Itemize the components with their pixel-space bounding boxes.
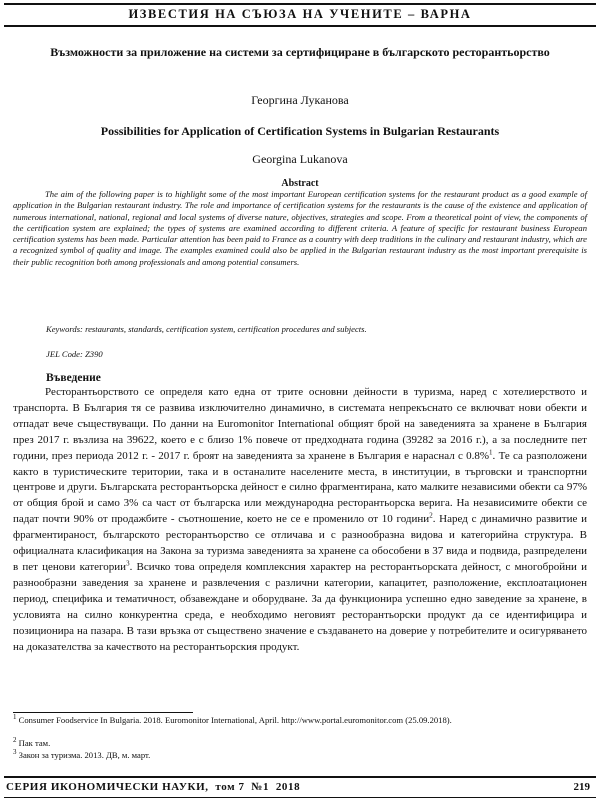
page-number: 219: [573, 781, 590, 793]
paper-title-english: Possibilities for Application of Certification Systems in Bulgarian Restaurants: [100, 124, 500, 138]
introduction-paragraph: [13, 385, 587, 655]
author-name-english: Georgina Lukanova: [252, 152, 348, 166]
header-rule-bottom: [4, 25, 596, 27]
journal-header: ИЗВЕСТИЯ НА СЪЮЗА НА УЧЕНИТЕ – ВАРНА: [128, 7, 472, 21]
footnote-2: [13, 738, 587, 749]
footnote-1-number: 1: [13, 713, 17, 722]
footnote-1: [13, 715, 587, 726]
footnote-2-number: 2: [13, 736, 17, 745]
intro-text-part-2: . Те са разположени както в туристическите територии, така и в останалите населените места, в институции, в търговски и транспортни центрове и други. Българската ресторантьорска дейност е силно фрагментирана, като малките независими обекти са 97% от общия брой и само 3% са част от българска или международна ресторантьорска верига. На независимите обекти се падат почти 90% от продажбите - съотношение, което не се е променило от 10 години: [13, 449, 587, 526]
footnote-3-number: 3: [13, 748, 17, 757]
author-name-bulgarian: Георгина Луканова: [251, 93, 349, 107]
footnote-3-text: Закон за туризма. 2013. ДВ, м. март.: [18, 750, 151, 760]
footnote-1-text: Consumer Foodservice In Bulgaria. 2018. Euromonitor International, April. http://www.portal.euromonitor.com (25.09.2018).: [18, 715, 452, 725]
intro-text-part-4: . Всичко това определя комплексния характер на ресторантьорската дейност, с многобройни и разнообразни заведения за хранене и развлечения с различни категории, капацитет, разположение, експлоатационен период, специфика и тематичност, обзавеждане и оборудване. За да функционира успешно едно заведение за хранене, в условията на силно конкурентна среда, е необходимо неговият ресторантьорски продукт да се идентифицира и позиционира на пазара. В тази връзка от съществено значение е създаването на доверие у потребителите и осигуряването на доказателства за качеството на ресторантьорския продукт.: [13, 560, 587, 653]
introduction-heading: Въведение: [46, 372, 101, 384]
footnote-separator: [13, 712, 193, 713]
jel-code: JEL Code: Z390: [46, 349, 103, 359]
footnote-2-text: Пак там.: [18, 738, 51, 748]
footer-rule-top: [4, 776, 596, 778]
abstract-heading: Abstract: [281, 178, 319, 189]
footer-year: 2018: [275, 781, 301, 793]
footer-series-info: [6, 781, 300, 793]
footer-volume: том 7: [215, 781, 245, 793]
footer-rule-bottom: [4, 797, 596, 798]
intro-text-part-3: . Наред с динамично развитие и фрагментирaност, българското ресторантьорство се отличава и с разнообразна видова и категорийна структура. В официалната класификация на Закона за туризма заведенията за хранене са обособени в 37 вида и подвида, разпределени в пет ценови категории: [13, 513, 587, 573]
footer-series: СЕРИЯ ИКОНОМИЧЕСКИ НАУКИ,: [6, 781, 209, 793]
keywords: Keywords: restaurants, standards, certification system, certification procedures and subjects.: [46, 324, 367, 334]
abstract-text: The aim of the following paper is to highlight some of the most important European certification systems for the restaurant product as a good example of application in the Bulgarian restaurant industry. The role and importance of certification systems for the restaurants is the cause of the existence and application of numerous international, national, regional and local systems of diverse nature, objectives, strategies and scope. From a theoretical point of view, the components of the certification system are explained; the types of systems are examined according to different criteria. A feature of specific for restaurant business European certification systems has been made. Particular attention has been paid to France as a country with deep traditions in the culinary and restaurant industry, which are a recognized symbol of quality and image. The examples examined could also be applied in the Bulgarian restaurant industry as the most important prerequisite is their public recognition both among professionals and among potential consumers.: [13, 189, 587, 267]
footnote-ref-2: 2: [429, 511, 433, 520]
intro-text-part-1: Ресторантьорството се определя като една от трите основни дейности в туризма, наред с хотелиерството и транспорта. В България тя се развива изключително динамично, в системата непрекъснато се включват нови обекти и отпадат вече съществуващи. По данни на Euromonitor International общият брой на заведенията за хранене в България през 2017 г. възлиза на 39622, което е с близо 1% повече от предходната година (39282 за 2016 г.), а за последните пет години, през периода 2012 г. - 2017 г. броят на заведенията за хранене в България е нараснал с 0.8%: [13, 386, 587, 462]
header-rule-top: [4, 3, 596, 5]
footnote-ref-1: 1: [489, 447, 493, 456]
footer-issue: №1: [251, 781, 270, 793]
footnote-ref-3: 3: [126, 559, 130, 568]
footnote-3: [13, 750, 587, 761]
paper-title-bulgarian: Възможности за приложение на системи за сертифициране в българското ресторантьорство: [50, 45, 550, 59]
